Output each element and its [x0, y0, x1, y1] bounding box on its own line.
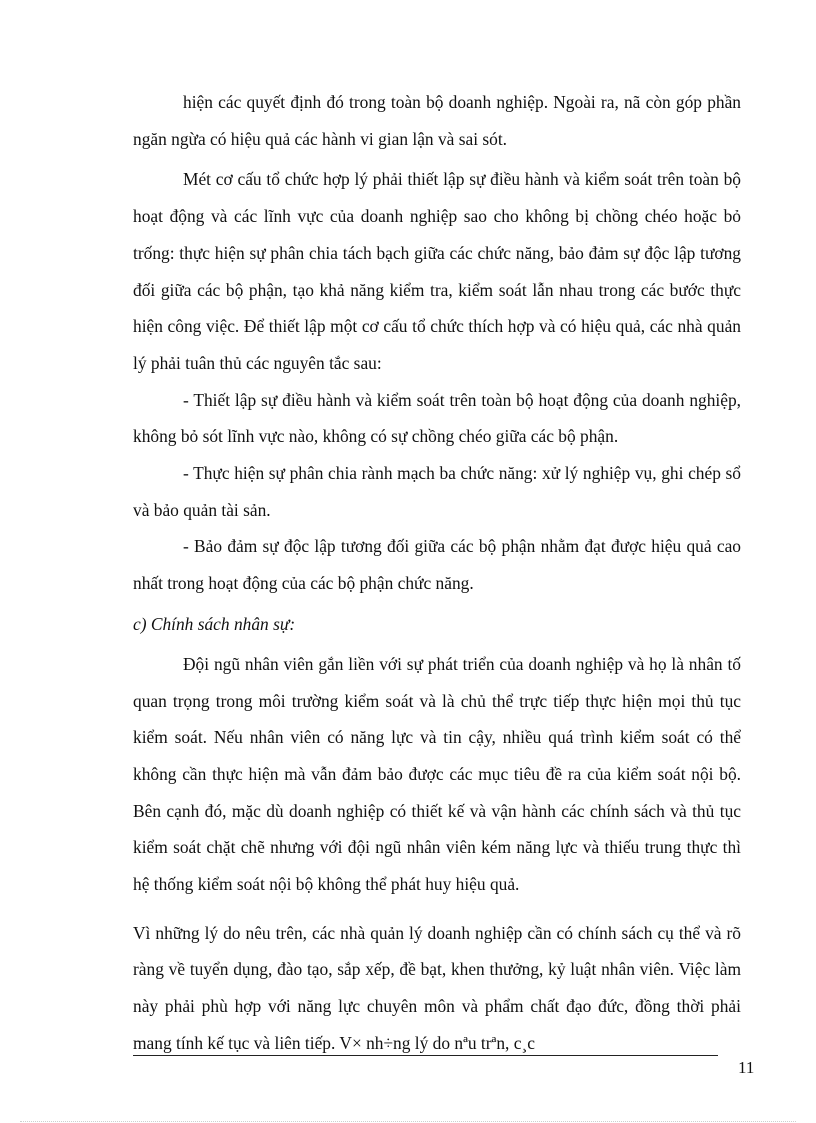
paragraph-personnel: Đội ngũ nhân viên gắn liền với sự phát triển của doanh nghiệp và họ là nhân tố quan trọng trong môi trường kiểm soát và là chủ thể trực tiếp thực hiện mọi thủ tục kiểm soát. Nếu nhân viên có năng lực và tin cậy, nhiều quá trình kiểm soát có thể không cần thực hiện mà vẫn đảm bảo được các mục tiêu đề ra của kiểm soát nội bộ. Bên cạnh đó, mặc dù doanh nghiệp có thiết kế và vận hành các chính sách và thủ tục kiểm soát chặt chẽ nhưng với đội ngũ nhân viên kém năng lực và thiếu trung thực thì hệ thống kiểm soát nội bộ không thể phát huy hiệu quả. — [133, 653, 741, 895]
page-number: 11 — [738, 1058, 755, 1077]
page-bottom-border — [20, 1121, 796, 1122]
paragraph-policy: Vì những lý do nêu trên, các nhà quản lý doanh nghiệp cần có chính sách cụ thể và rõ ràng về tuyển dụng, đào tạo, sắp xếp, đề bạt, khen thưởng, kỷ luật nhân viên. Việc làm này phải phù hợp với năng lực chuyên môn và phẩm chất đạo đức, đồng thời phải mang tính kế tục và liên tiếp. V× nh÷ng lý do nªu trªn, c¸c — [133, 922, 741, 1053]
bullet-separation-duties: - Thực hiện sự phân chia rành mạch ba chức năng: xử lý nghiệp vụ, ghi chép sổ và bảo quản tài sản. — [133, 463, 741, 520]
section-heading: c) Chính sách nhân sự: — [133, 613, 296, 634]
footer-rule — [133, 1055, 718, 1056]
bullet-independence: - Bảo đảm sự độc lập tương đối giữa các bộ phận nhằm đạt được hiệu quả cao nhất trong hoạt động của các bộ phận chức năng. — [133, 536, 741, 594]
bullet-control-scope: - Thiết lập sự điều hành và kiểm soát trên toàn bộ hoạt động của doanh nghiệp, không bỏ sót lĩnh vực nào, không có sự chồng chéo giữa các bộ phận. — [133, 389, 741, 447]
body-text — [133, 84, 741, 1062]
paragraph-continuation: hiện các quyết định đó trong toàn bộ doanh nghiệp. Ngoài ra, nã còn góp phần ngăn ngừa có hiệu quả các hành vi gian lận và sai sót. — [133, 92, 741, 149]
paragraph-org-structure: Mét cơ cấu tổ chức hợp lý phải thiết lập sự điều hành và kiểm soát trên toàn bộ hoạt động và các lĩnh vực của doanh nghiệp sao cho không bị chồng chéo hoặc bỏ trống: thực hiện sự phân chia tách bạch giữa các chức năng, bảo đảm sự độc lập tương đối giữa các bộ phận, tạo khả năng kiểm tra, kiểm soát lẫn nhau trong các bước thực hiện công việc. Để thiết lập một cơ cấu tổ chức thích hợp và có hiệu quả, các nhà quản lý phải tuân thủ các nguyên tắc sau: — [133, 169, 741, 373]
